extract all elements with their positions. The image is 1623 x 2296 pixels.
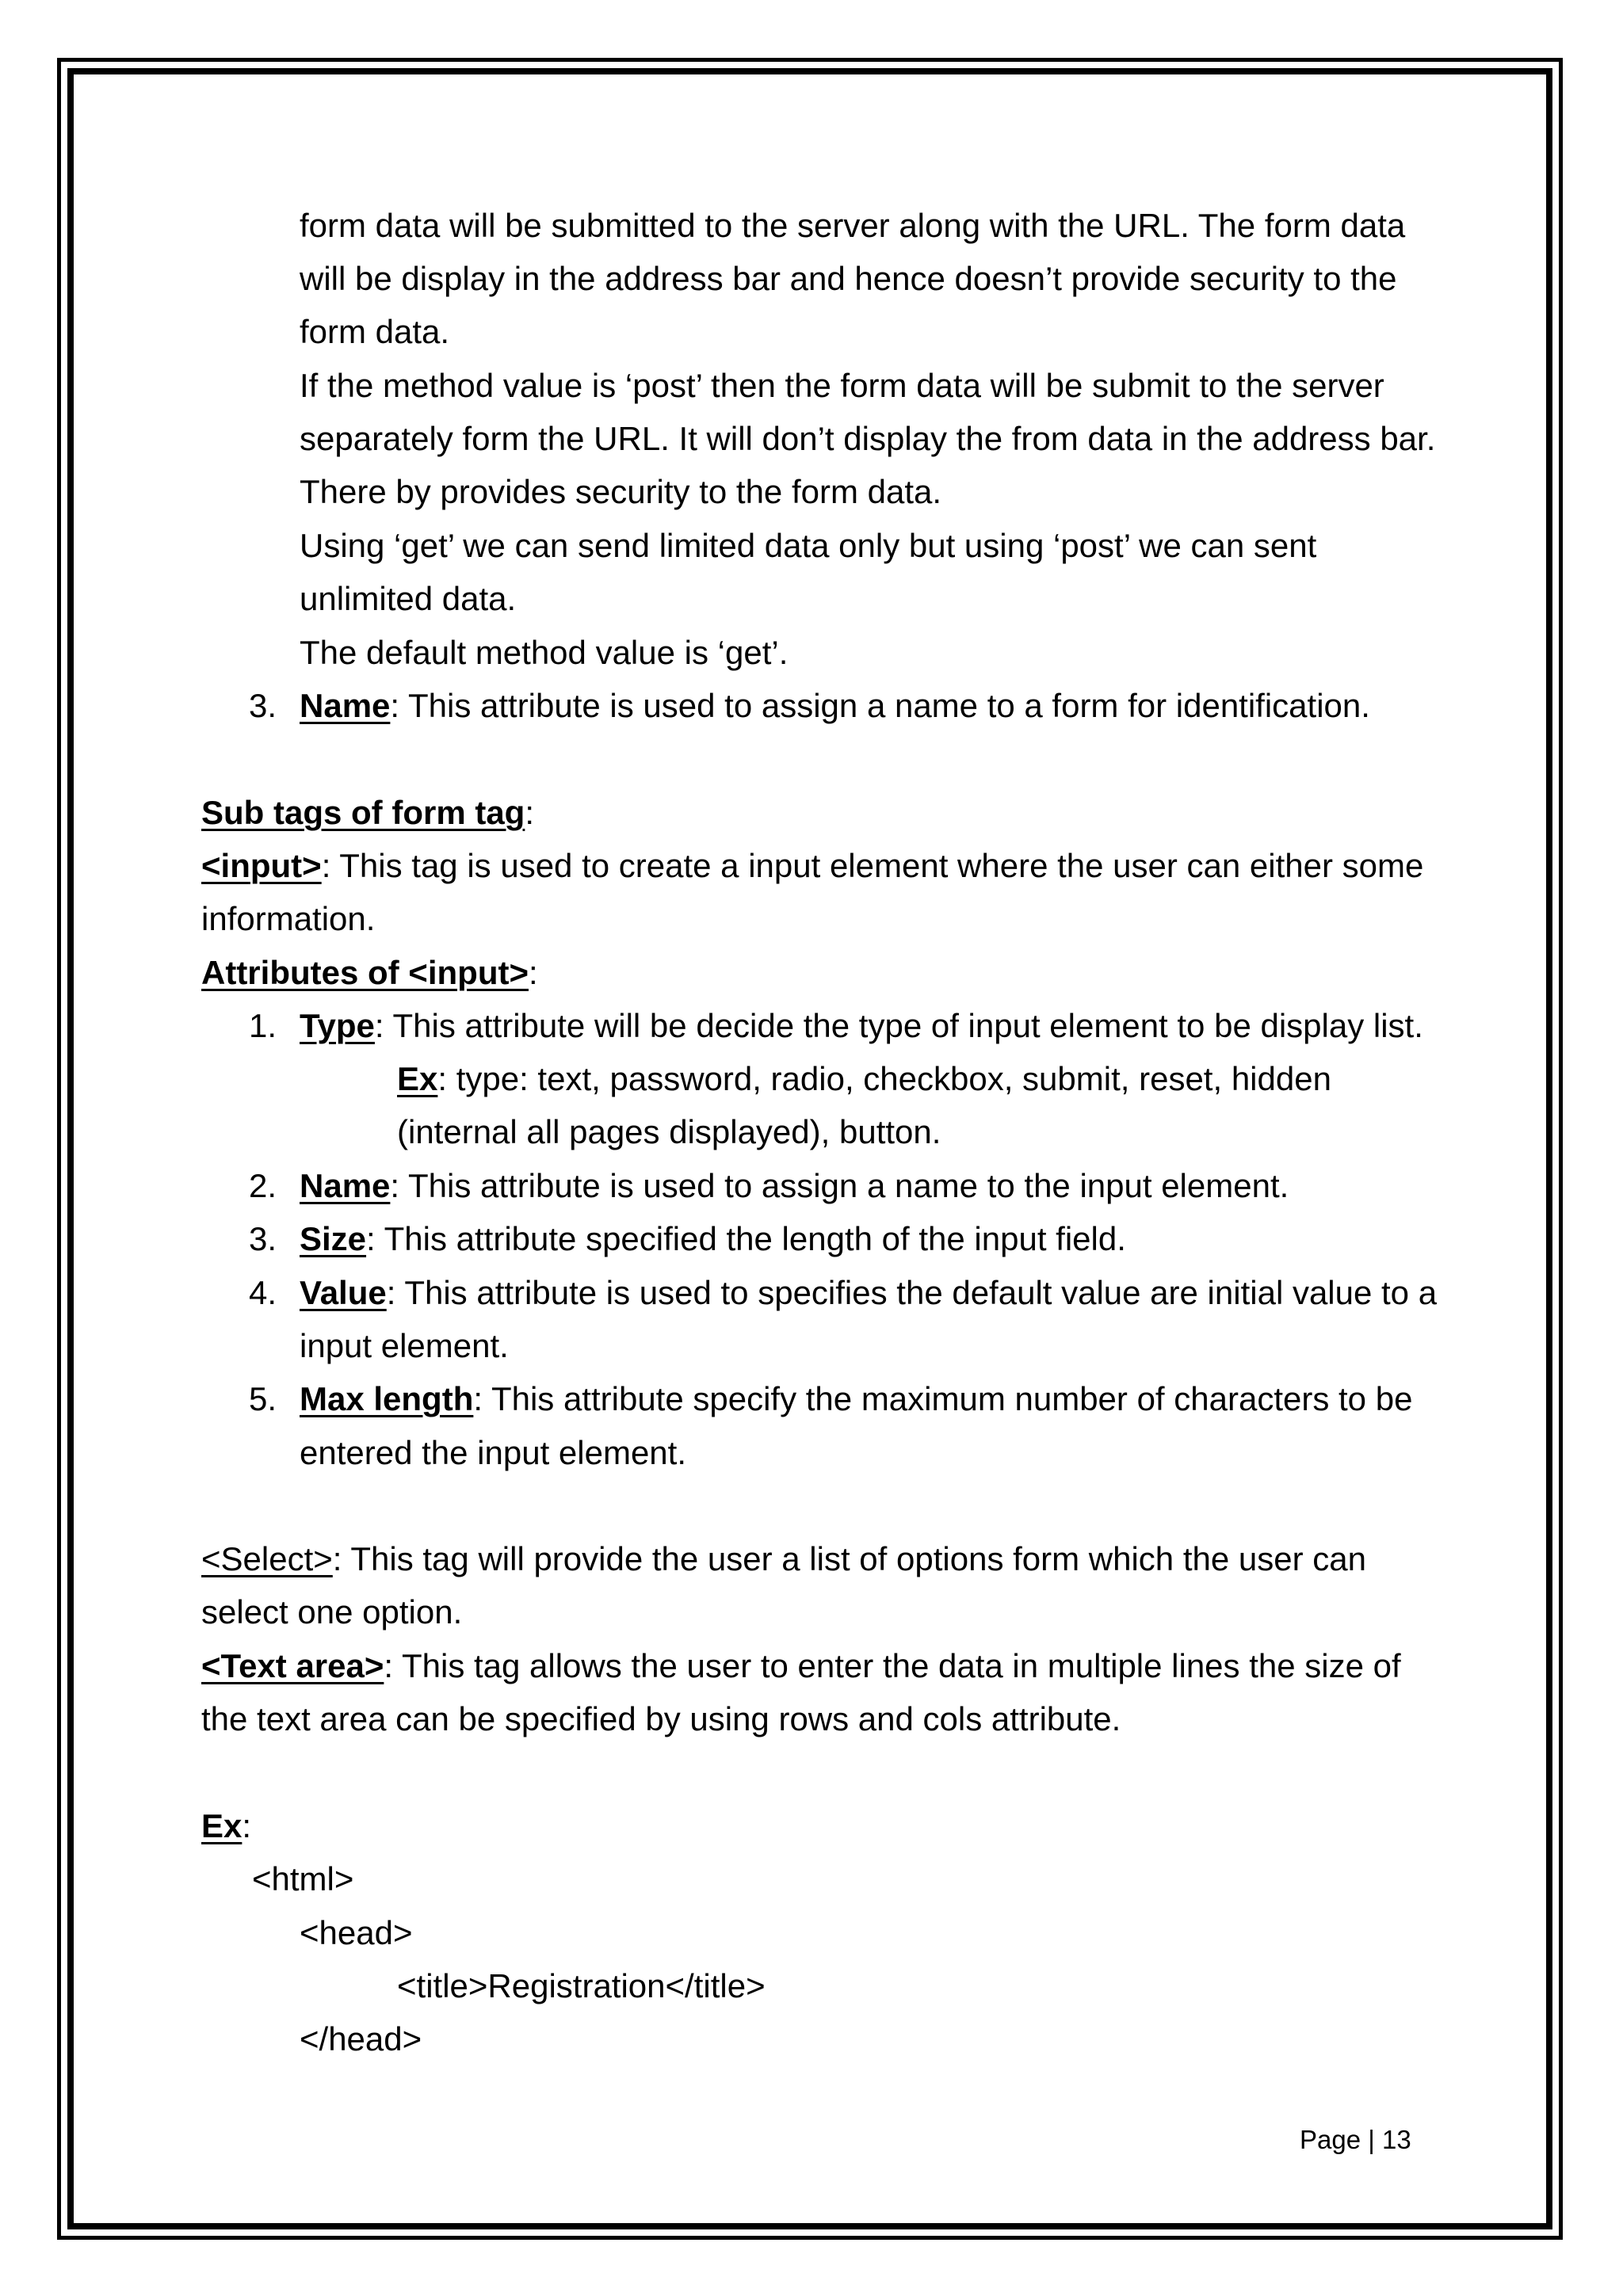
- textarea-tag-paragraph: [201, 1647, 1401, 1684]
- paragraph-line: There by provides security to the form data.: [300, 473, 942, 510]
- term-ex: Ex: [397, 1060, 438, 1097]
- heading-colon: :: [242, 1807, 252, 1844]
- input-attribute-item: [249, 1169, 1289, 1203]
- item-text: : This attribute is used to specifies the default value are initial value to a: [386, 1274, 1438, 1311]
- paragraph-line: separately form the URL. It will don’t display the from data in the address bar.: [300, 420, 1436, 457]
- select-tag-term: <Select>: [201, 1540, 333, 1577]
- paragraph-text: : This tag is used to create a input element where the user can either some: [321, 847, 1424, 884]
- input-attribute-item: [249, 1222, 1126, 1256]
- paragraph-line: Using ‘get’ we can send limited data only but using ‘post’ we can sent: [300, 527, 1317, 564]
- paragraph-line: select one option.: [201, 1593, 463, 1630]
- example-heading: [201, 1807, 252, 1844]
- list-number: 5.: [249, 1380, 277, 1417]
- item-text: : This attribute will be decide the type of input element to be display list.: [374, 1007, 1423, 1044]
- term-name: Name: [300, 687, 391, 724]
- page-number: 13: [1382, 2125, 1411, 2154]
- input-tag-term: <input>: [201, 847, 322, 884]
- paragraph-text: : This tag will provide the user a list of options form which the user can: [332, 1540, 1366, 1577]
- paragraph-line: form data.: [300, 313, 450, 350]
- page-footer: [1300, 2125, 1411, 2155]
- input-attribute-item: [249, 1009, 1423, 1043]
- list-number: 3.: [249, 687, 277, 724]
- paragraph-line: unlimited data.: [300, 580, 517, 617]
- paragraph-line: the text area can be specified by using rows and cols attribute.: [201, 1700, 1121, 1737]
- heading-colon: :: [525, 794, 535, 831]
- paragraph-line: entered the input element.: [300, 1434, 687, 1471]
- paragraph-line: input element.: [300, 1327, 509, 1364]
- term-ex: Ex: [201, 1807, 242, 1844]
- input-tag-paragraph: [201, 849, 1423, 883]
- example-line: (internal all pages displayed), button.: [397, 1113, 941, 1150]
- list-number: 2.: [249, 1167, 277, 1204]
- section-heading-subtags: [201, 796, 534, 830]
- heading-text: Attributes of <input>: [201, 954, 529, 991]
- paragraph-line: will be display in the address bar and hence doesn’t provide security to the: [300, 260, 1397, 297]
- term-size: Size: [300, 1220, 367, 1257]
- section-heading-input-attributes: [201, 956, 538, 990]
- item-text: : This attribute specify the maximum number of characters to be: [473, 1380, 1413, 1417]
- code-line: <html>: [252, 1860, 354, 1897]
- input-attribute-item: [249, 1380, 1413, 1417]
- paragraph-line: form data will be submitted to the server along with the URL. The form data: [300, 207, 1406, 244]
- paragraph-line: The default method value is ‘get’.: [300, 634, 789, 671]
- item-text: : This attribute is used to assign a name to the input element.: [390, 1167, 1289, 1204]
- textarea-tag-term: <Text area>: [201, 1647, 384, 1684]
- heading-colon: :: [529, 954, 538, 991]
- paragraph-line: If the method value is ‘post’ then the form data will be submit to the server: [300, 367, 1384, 404]
- example-line: [397, 1062, 1331, 1096]
- heading-text: Sub tags of form tag: [201, 794, 525, 831]
- term-type: Type: [300, 1007, 375, 1044]
- code-line: <head>: [300, 1914, 413, 1951]
- example-text: : type: text, password, radio, checkbox, submit, reset, hidden: [437, 1060, 1331, 1097]
- page-label: Page: [1300, 2125, 1361, 2154]
- paragraph-line: information.: [201, 900, 376, 937]
- list-number: 4.: [249, 1274, 277, 1311]
- paragraph-text: : This tag allows the user to enter the data in multiple lines the size of: [384, 1647, 1401, 1684]
- select-tag-paragraph: [201, 1540, 1366, 1577]
- code-line: </head>: [300, 2020, 422, 2058]
- term-max-length: Max length: [300, 1380, 474, 1417]
- input-attribute-item: [249, 1276, 1437, 1310]
- item-text: : This attribute is used to assign a name to a form for identification.: [390, 687, 1370, 724]
- list-number: 1.: [249, 1007, 277, 1044]
- form-attribute-item: [249, 689, 1370, 723]
- list-number: 3.: [249, 1220, 277, 1257]
- code-line: <title>Registration</title>: [397, 1967, 766, 2004]
- page-separator: |: [1368, 2125, 1375, 2154]
- term-value: Value: [300, 1274, 387, 1311]
- term-name: Name: [300, 1167, 391, 1204]
- item-text: : This attribute specified the length of the input field.: [366, 1220, 1126, 1257]
